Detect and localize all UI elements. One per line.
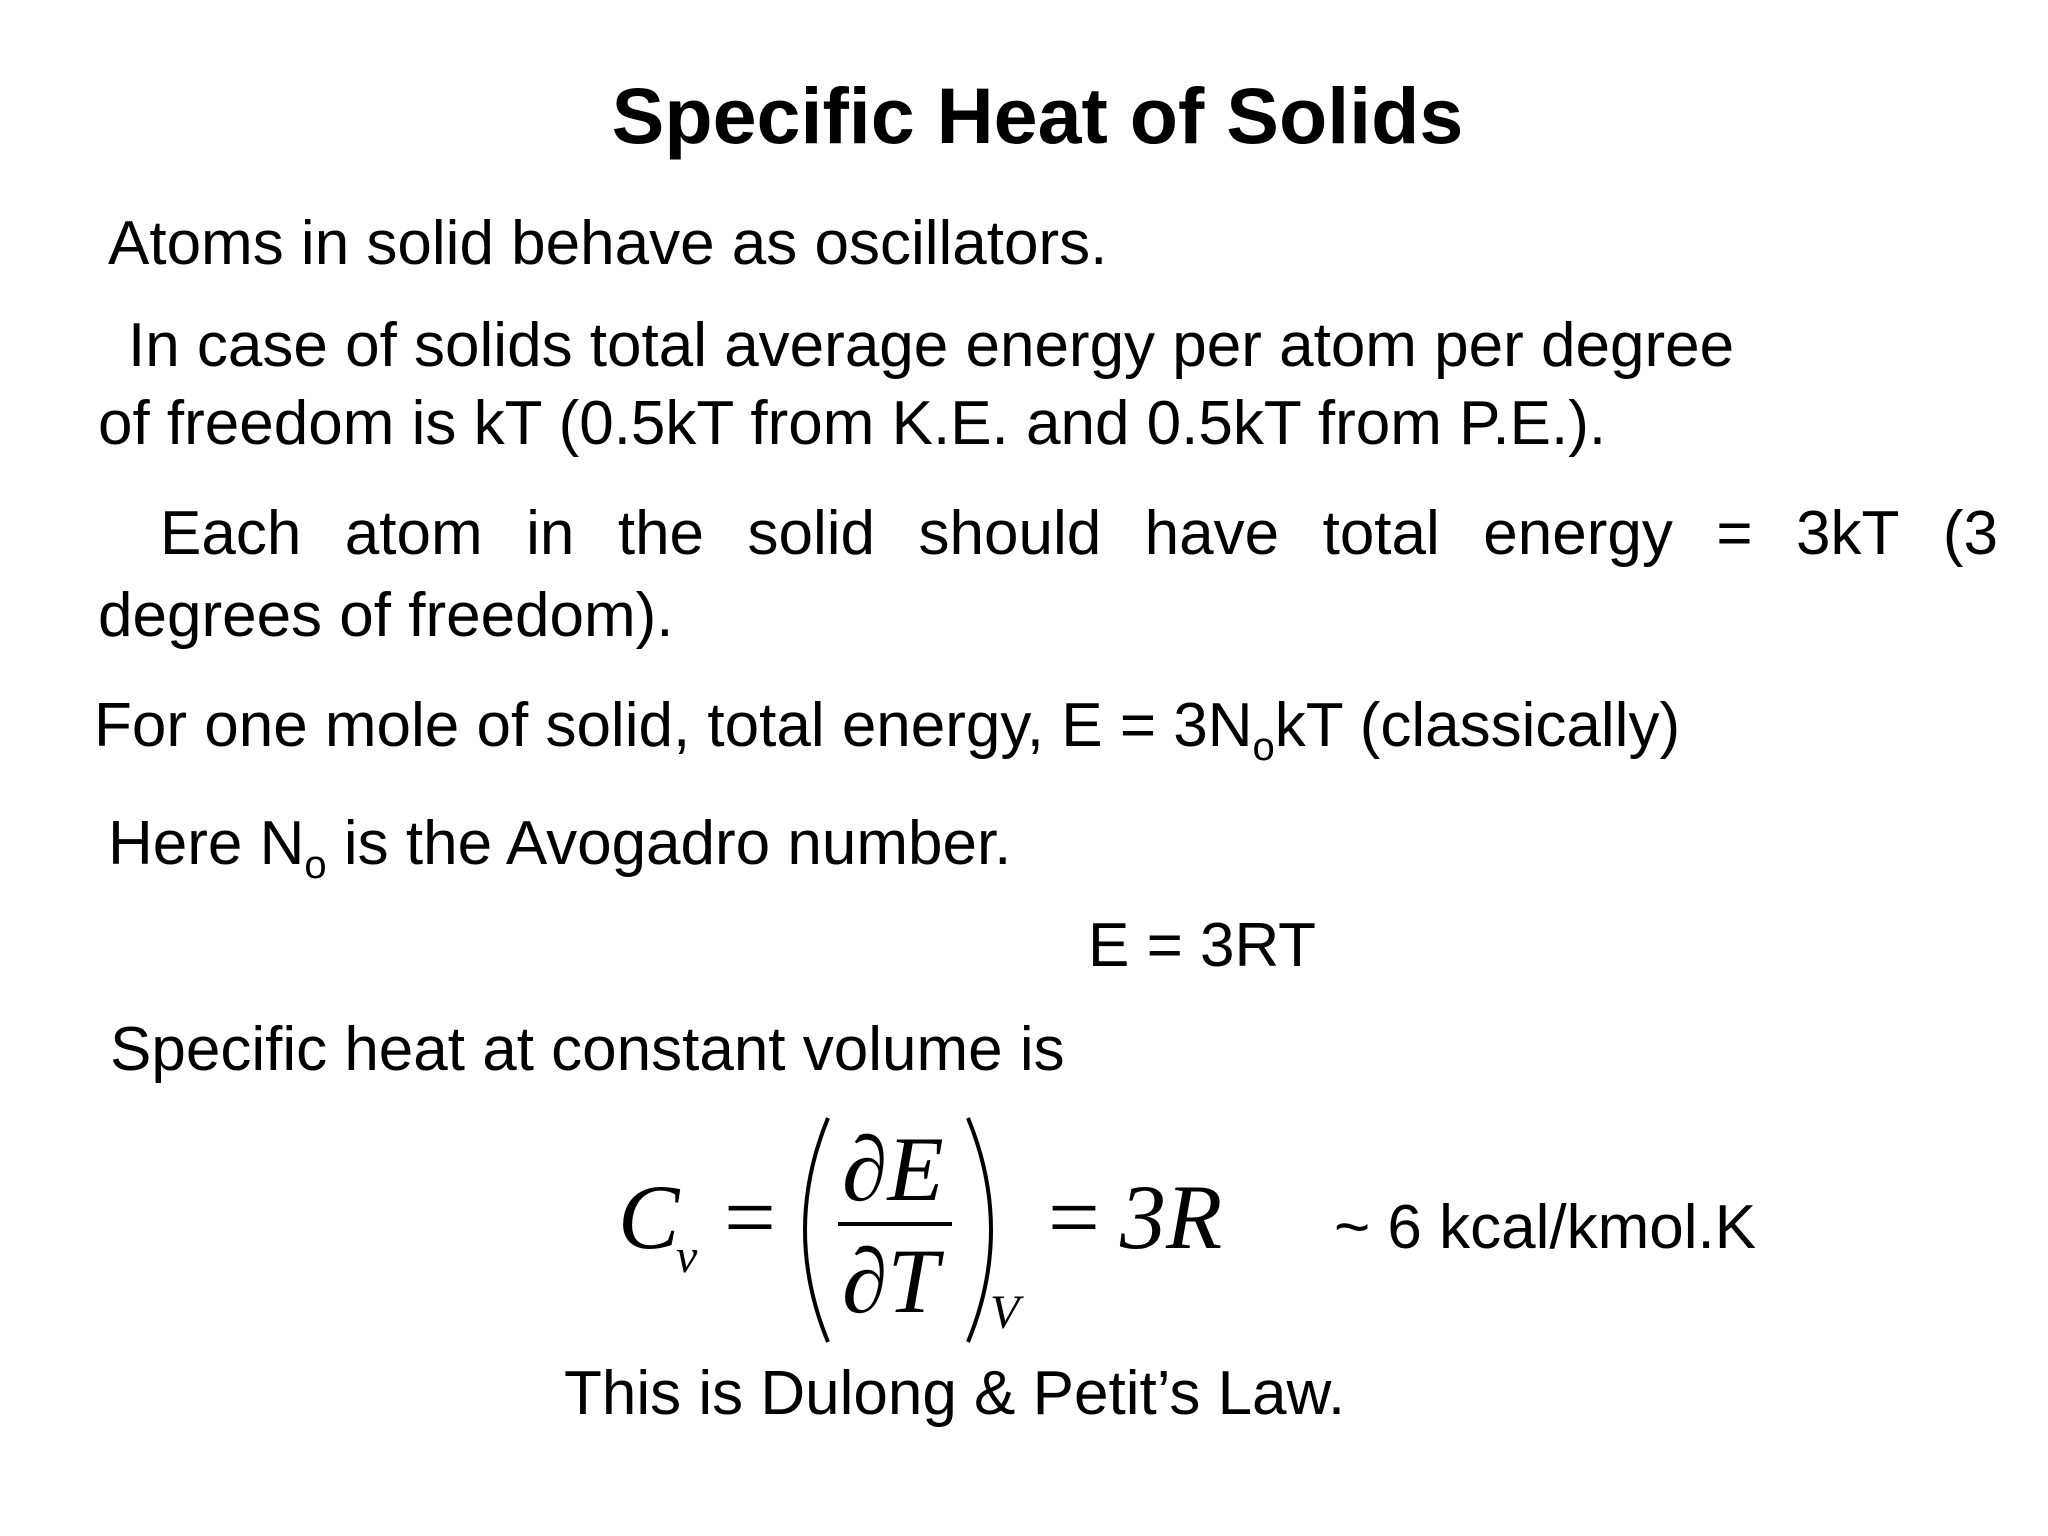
word: = — [1716, 499, 1753, 568]
formula-cv: C — [618, 1166, 680, 1268]
slide-title: Specific Heat of Solids — [611, 71, 1464, 160]
text-average-energy-line2: of freedom is kT (0.5kT from K.E. and 0.5kT from P.E.). — [98, 389, 1607, 458]
formula-rhs: 3R — [1120, 1166, 1223, 1268]
word: should — [918, 499, 1102, 568]
text-oscillators: Atoms in solid behave as oscillators. — [108, 209, 1108, 278]
formula-paren-subscript: V — [990, 1286, 1020, 1339]
text-total-energy-line1 — [98, 496, 1998, 572]
formula-numerator: ∂E — [842, 1118, 944, 1220]
formula-cv-subscript: v — [676, 1230, 698, 1283]
text-total-energy-line2: degrees of freedom). — [98, 581, 674, 650]
text-avogadro-pre: Here N — [108, 809, 305, 878]
specific-heat-formula — [600, 1100, 1320, 1360]
word: atom — [344, 499, 483, 568]
text-one-mole-pre: For one mole of solid, total energy, E = 3N — [94, 691, 1253, 760]
word: 3kT — [1796, 499, 1900, 568]
word: the — [617, 499, 705, 568]
formula-denominator: ∂T — [842, 1230, 939, 1332]
word: in — [526, 499, 575, 568]
text-one-mole-post: kT (classically) — [1274, 691, 1681, 760]
word: energy — [1483, 499, 1673, 568]
right-paren — [968, 1118, 991, 1342]
word: total — [1322, 499, 1440, 568]
word: (3 — [1942, 499, 1998, 568]
text-avogadro-post: is the Avogadro number. — [326, 809, 1012, 878]
left-paren — [805, 1118, 828, 1342]
formula-equals-1: = — [724, 1166, 776, 1268]
subscript-o: o — [304, 843, 327, 887]
energy-equation: E = 3RT — [1088, 911, 1317, 980]
approx-value: ~ 6 kcal/kmol.K — [1334, 1193, 1757, 1262]
subscript-o: o — [1252, 725, 1275, 769]
text-dulong-petit-law: This is Dulong & Petit’s Law. — [564, 1359, 1346, 1428]
text-average-energy-line1: In case of solids total average energy per atom per degree — [128, 311, 1735, 380]
formula-equals-2: = — [1048, 1166, 1100, 1268]
text-specific-heat: Specific heat at constant volume is — [110, 1015, 1065, 1084]
text-one-mole — [94, 688, 1681, 769]
word: solid — [747, 499, 876, 568]
text-avogadro — [108, 806, 1012, 887]
word: Each — [160, 499, 302, 568]
word: have — [1144, 499, 1280, 568]
